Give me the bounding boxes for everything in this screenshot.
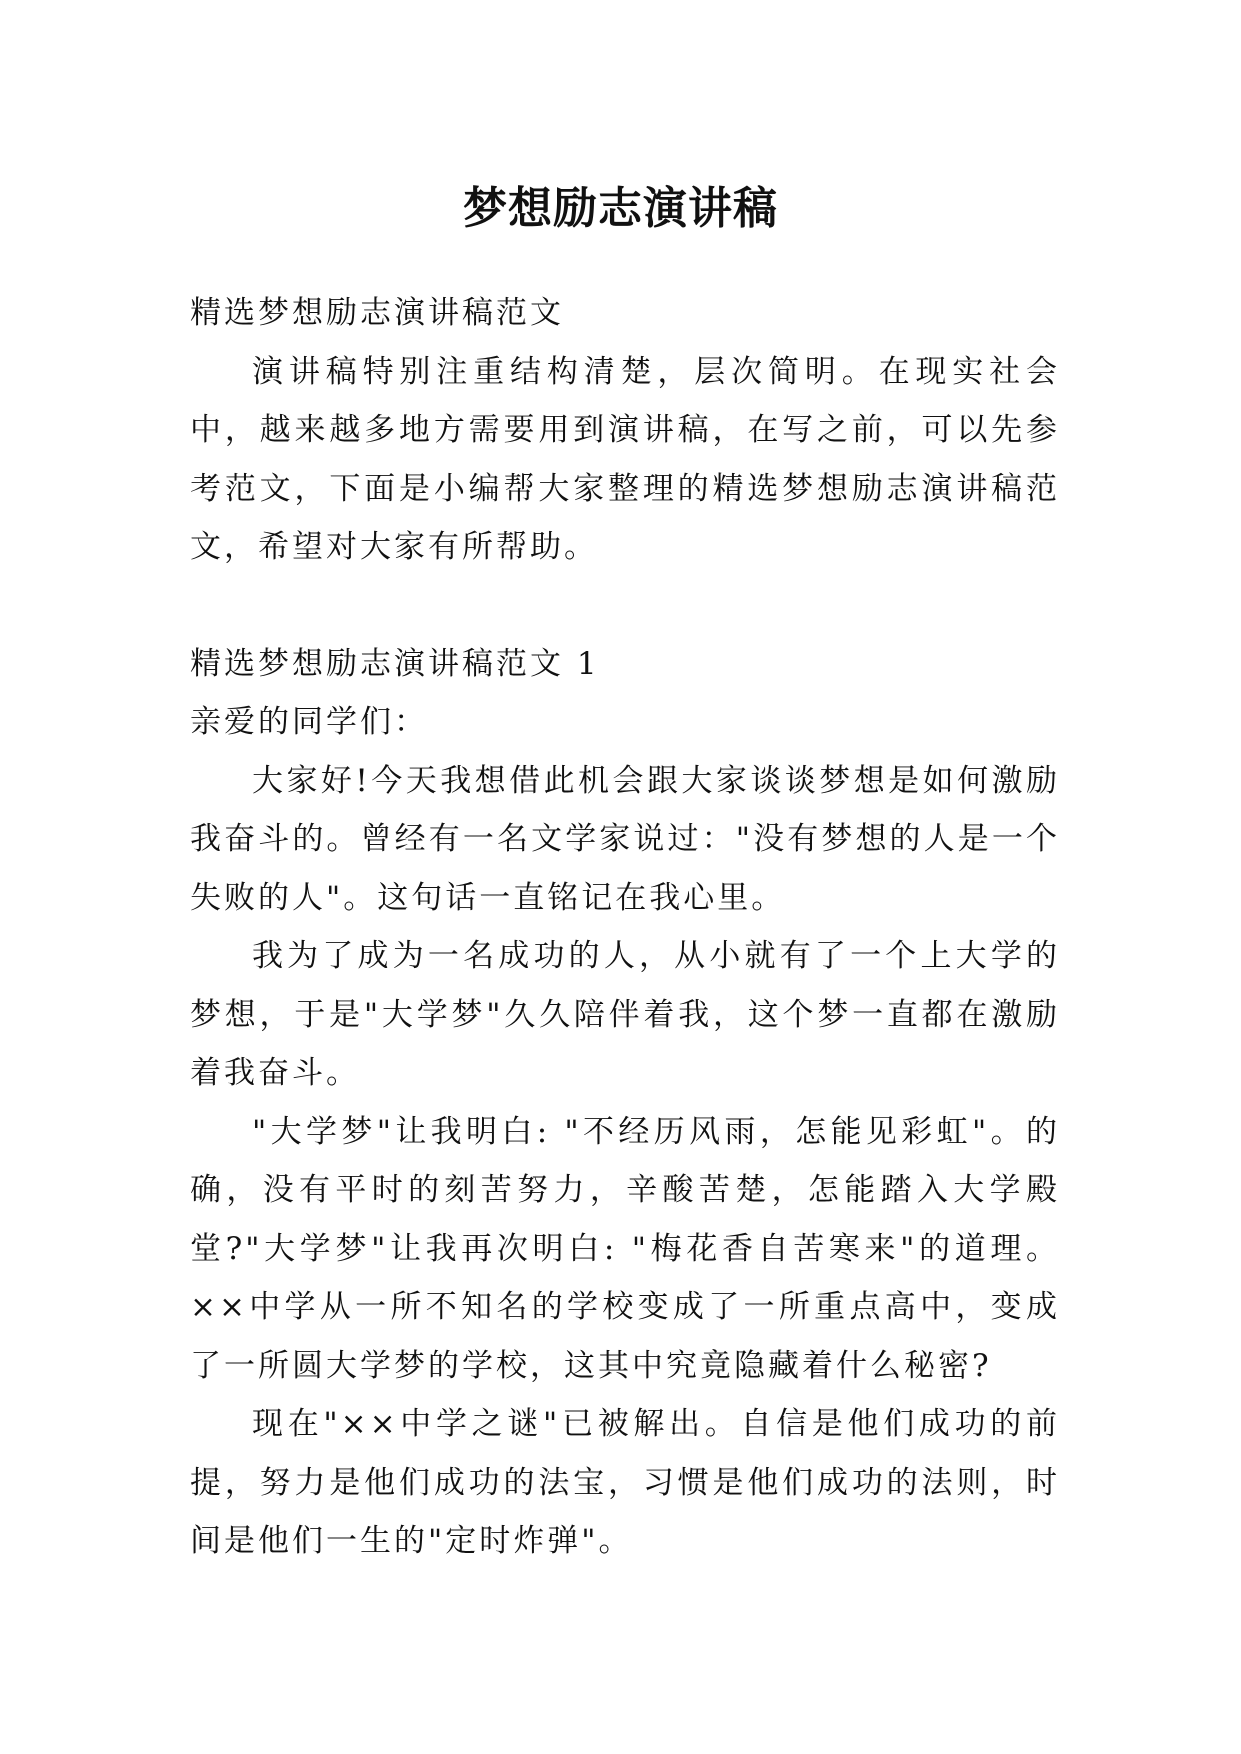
salutation: 亲爱的同学们： (190, 704, 428, 740)
intro-paragraph: 演讲稿特别注重结构清楚，层次简明。在现实社会中，越来越多地方需要用到演讲稿，在写之前，可以先参考范文，下面是小编帮大家整理的精选梦想励志演讲稿范文，希望对大家有所帮助。 (190, 353, 1060, 565)
document-body (190, 284, 1060, 1571)
body-paragraph: 我为了成为一名成功的人，从小就有了一个上大学的梦想，于是"大学梦"久久陪伴着我，这个梦一直都在激励着我奋斗。 (190, 938, 1060, 1091)
document-title: 梦想励志演讲稿 (463, 183, 778, 235)
body-paragraph: 现在"××中学之谜"已被解出。自信是他们成功的前提，努力是他们成功的法宝，习惯是他们成功的法则，时间是他们一生的"定时炸弹"。 (190, 1406, 1060, 1559)
body-paragraph: 大家好!今天我想借此机会跟大家谈谈梦想是如何激励我奋斗的。曾经有一名文学家说过："没有梦想的人是一个失败的人"。这句话一直铭记在我心里。 (190, 762, 1060, 916)
section-heading: 精选梦想励志演讲稿范文 1 (190, 645, 600, 682)
section-spacer (190, 577, 1060, 635)
body-paragraph: "大学梦"让我明白: "不经历风雨，怎能见彩虹"。的确，没有平时的刻苦努力，辛酸苦楚，怎能踏入大学殿堂?"大学梦"让我再次明白: "梅花香自苦寒来"的道理。××中学从一所不知名的学校变成了一所重点高中，变成了一所圆大学梦的学校，这其中究竟隐藏着什么秘密? (190, 1113, 1060, 1384)
intro-heading: 精选梦想励志演讲稿范文 (190, 295, 564, 331)
